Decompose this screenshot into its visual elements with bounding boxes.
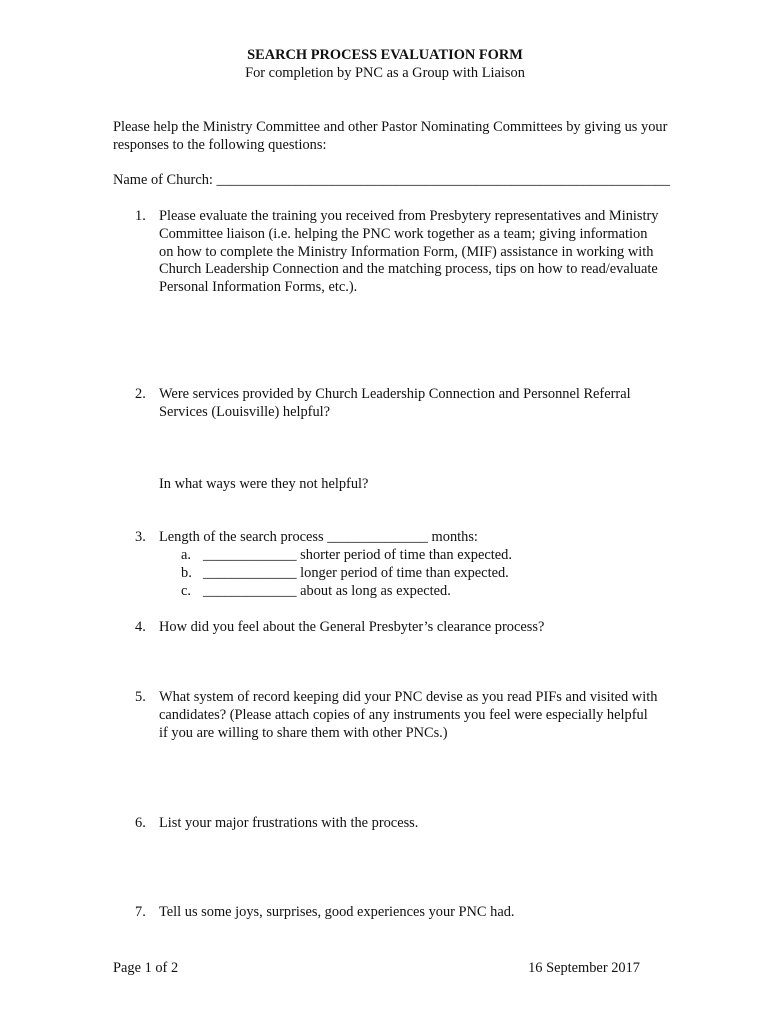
option-c-blank[interactable]: _____________ [203, 583, 297, 599]
church-name-blank[interactable]: _______________________________________________________________ [216, 172, 670, 188]
option-a-letter: a. [181, 547, 191, 563]
question-3-text: Length of the search process ______________ months: [159, 529, 478, 545]
question-2-followup: In what ways were they not helpful? [159, 476, 369, 492]
option-a-text: shorter period of time than expected. [300, 547, 512, 563]
question-4-number: 4. [135, 619, 146, 635]
option-c-text: about as long as expected. [300, 583, 451, 599]
option-b-blank[interactable]: _____________ [203, 565, 297, 581]
option-b[interactable] [203, 565, 509, 583]
intro-paragraph: Please help the Ministry Committee and other Pastor Nominating Committees by giving us your responses to the following questions: [113, 119, 668, 153]
question-6-text: List your major frustrations with the process. [159, 815, 419, 831]
question-6-number: 6. [135, 815, 146, 831]
form-title: SEARCH PROCESS EVALUATION FORM [247, 47, 523, 63]
question-7-number: 7. [135, 904, 146, 920]
option-b-letter: b. [181, 565, 192, 581]
question-5-number: 5. [135, 689, 146, 705]
question-1-text: Please evaluate the training you received from Presbytery representatives and Ministry Committee liaison (i.e. helping the PNC work together as a team; giving information on how to complete the Ministry Information Form, (MIF) assistance in working with Church Leadership Connection and the matching process, tips on how to read/evaluate Personal Information Forms, etc.). [159, 208, 659, 296]
option-b-text: longer period of time than expected. [300, 565, 509, 581]
page-number: Page 1 of 2 [113, 960, 179, 976]
question-5-text: What system of record keeping did your PNC devise as you read PIFs and visited with candidates? (Please attach copies of any instruments you feel were especially helpful if you are willing to share them with other PNCs.) [159, 689, 658, 741]
church-name-label: Name of Church: [113, 172, 213, 188]
question-3-number: 3. [135, 529, 146, 545]
option-c-letter: c. [181, 583, 191, 599]
question-2-text: Were services provided by Church Leadership Connection and Personnel Referral Services (Louisville) helpful? [159, 386, 631, 420]
question-2-number: 2. [135, 386, 146, 402]
option-c[interactable] [203, 583, 451, 601]
church-name-field[interactable] [113, 172, 670, 190]
question-1-number: 1. [135, 208, 146, 224]
form-subtitle: For completion by PNC as a Group with Liaison [245, 65, 525, 81]
question-7-text: Tell us some joys, surprises, good experiences your PNC had. [159, 904, 515, 920]
question-4-text: How did you feel about the General Presbyter’s clearance process? [159, 619, 545, 635]
option-a-blank[interactable]: _____________ [203, 547, 297, 563]
option-a[interactable] [203, 547, 512, 565]
footer-date: 16 September 2017 [528, 960, 640, 976]
